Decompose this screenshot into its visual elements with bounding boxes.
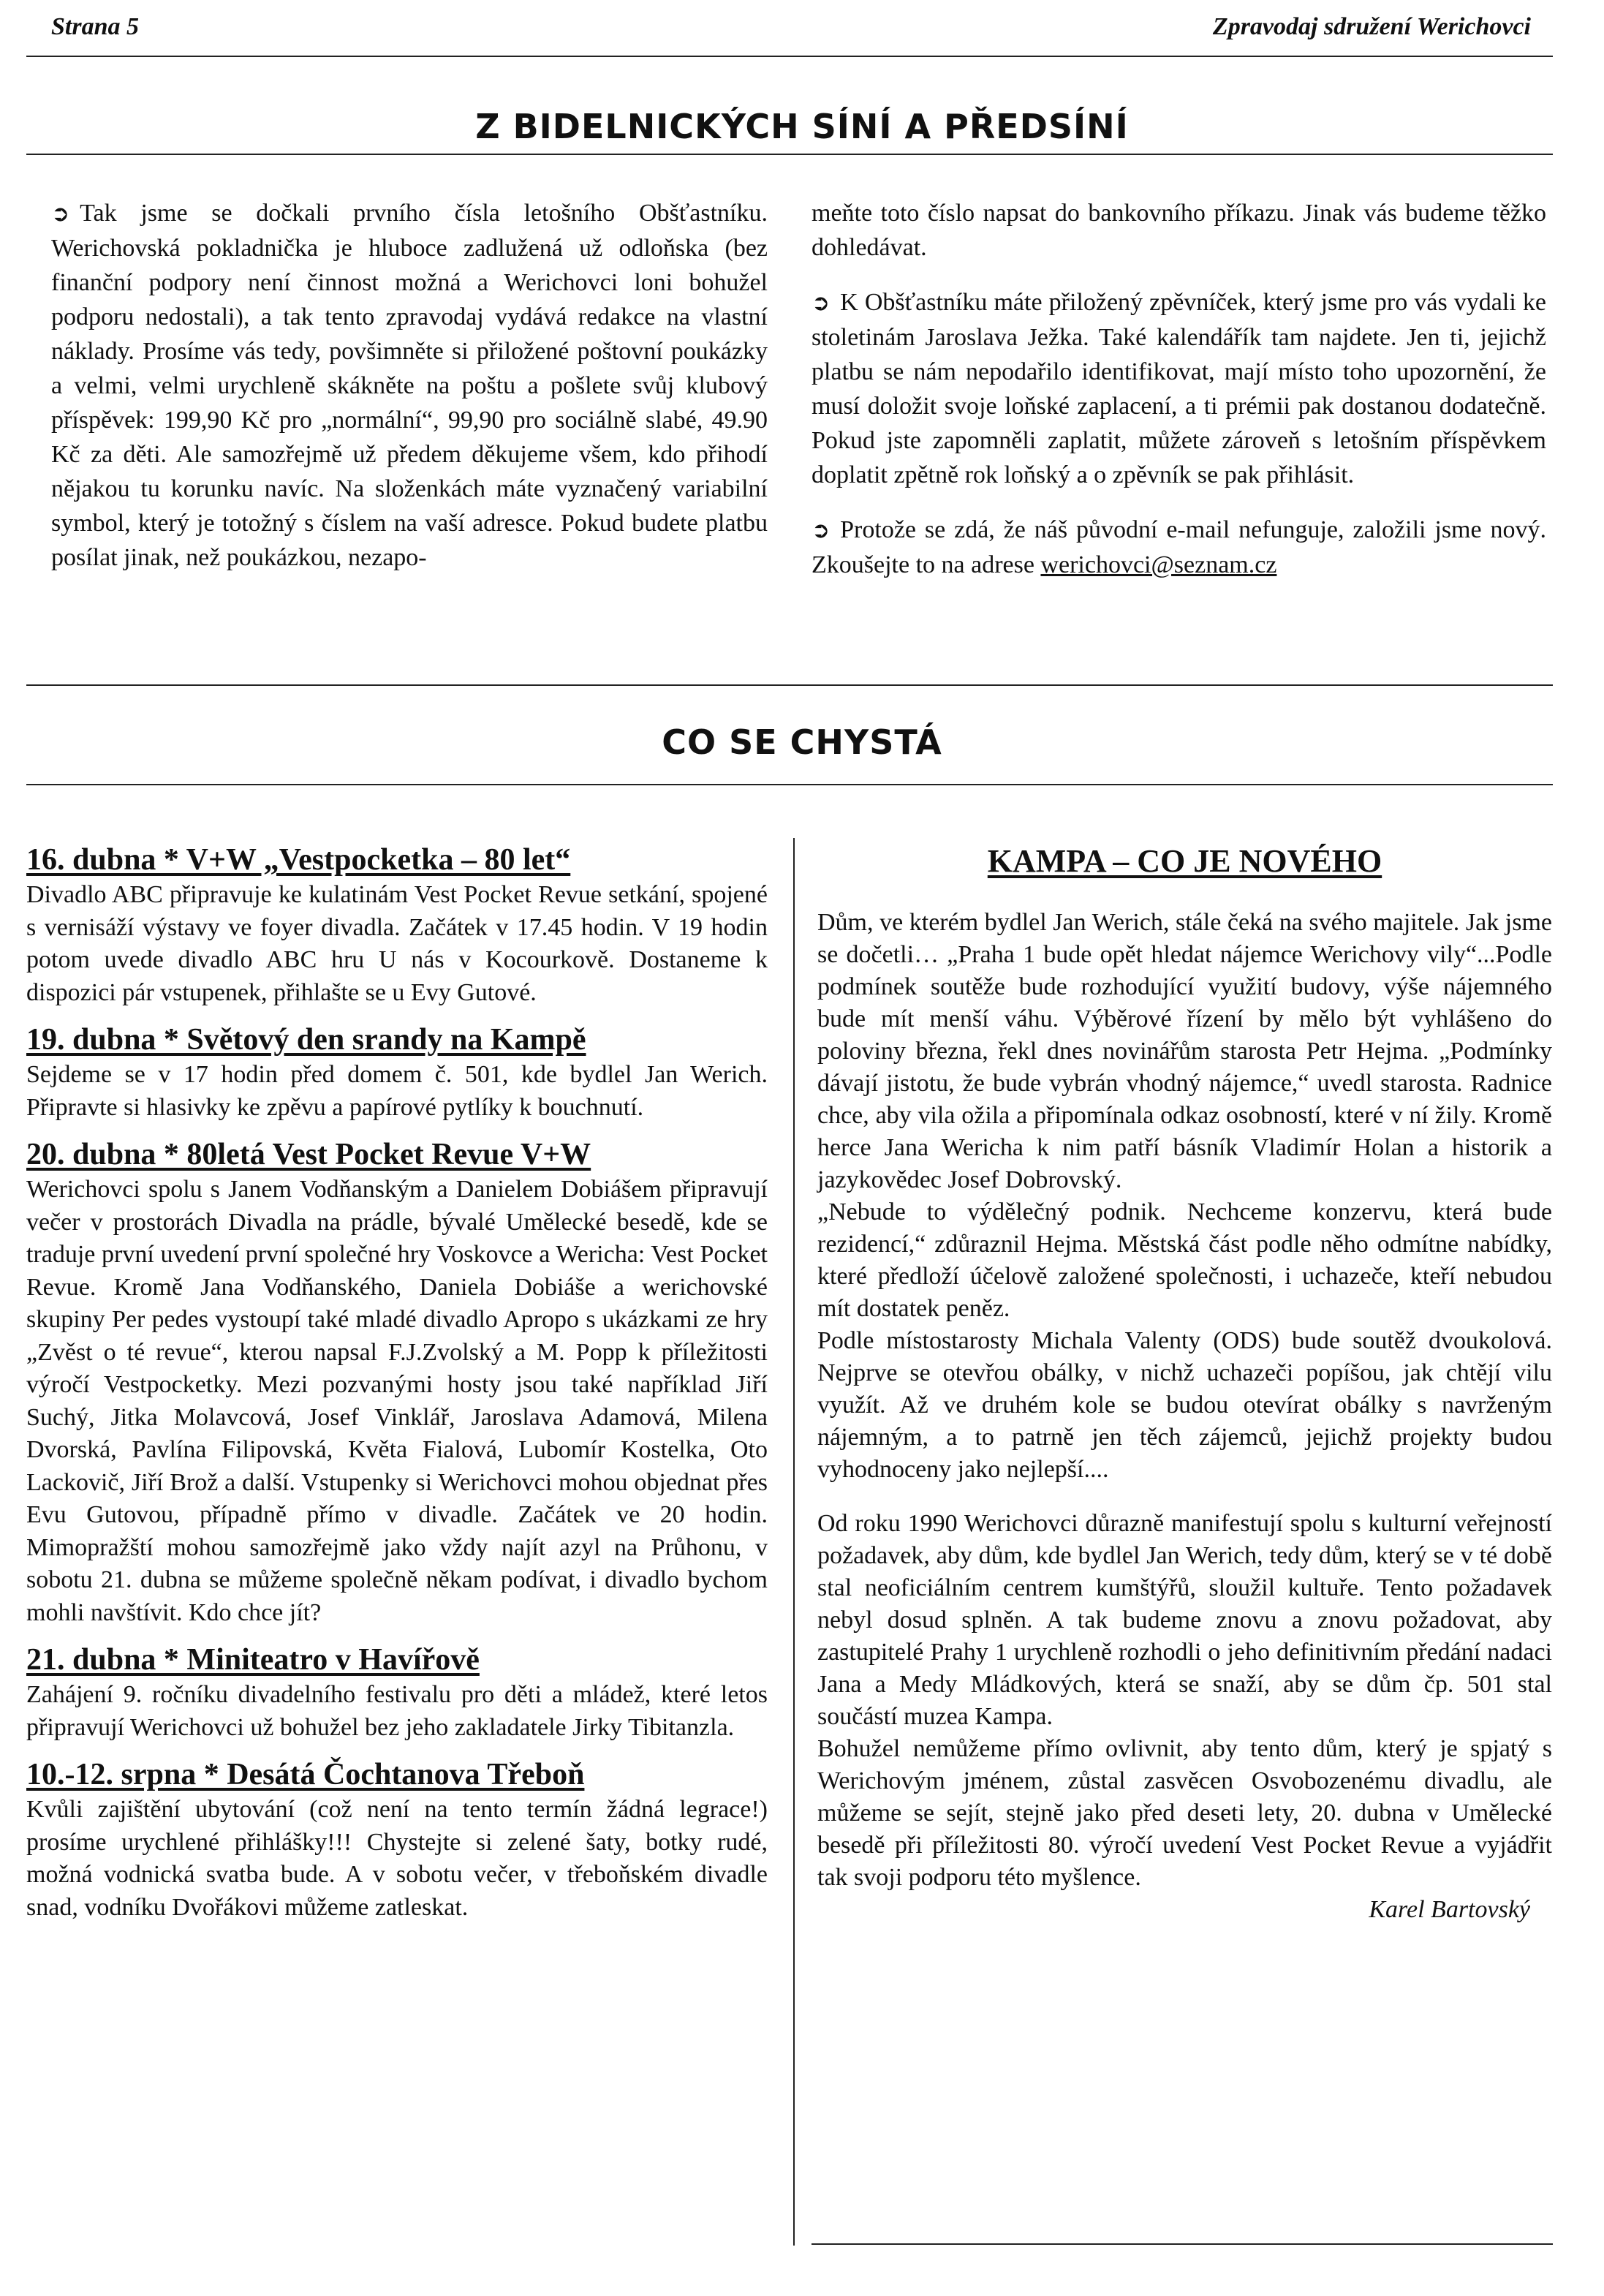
event-item — [26, 841, 768, 1009]
page-number: Strana 5 — [51, 13, 139, 40]
events-column — [26, 841, 768, 1936]
intro-right-column — [812, 196, 1546, 582]
event-heading: 10.-12. srpna * Desátá Čochtanova Třeboň — [26, 1758, 585, 1791]
event-text: Sejdeme se v 17 hodin před domem č. 501, kde bydlel Jan Werich. Připravte si hlasivky ke zpěvu a papírové pytlíky k bouchnutí. — [26, 1061, 768, 1121]
section-title-rule — [26, 154, 1553, 155]
event-item — [26, 1756, 768, 1924]
intro-paragraph-1: Tak jsme se dočkali prvního čísla letošního Obšťastníku. Werichovská pokladnička je hluboce zadlužená už odloňska (bez finanční podpory není činnost možná a Werichovci loni bohužel podporu nedostali), a tak tento zpravodaj vydává redakce na vlastní náklady. Prosíme vás tedy, povšimněte si přiložené poštovní poukázky a velmi, velmi urychleně skákněte na poštu a pošlete svůj klubový příspěvek: 199,90 Kč pro „normální“, 99,90 pro sociálně slabé, 49.90 Kč za děti. Ale samozřejmě už předem děkujeme všem, kdo přihodí nějakou tu korunku navíc. Na složenkách máte vyznačený variabilní symbol, který je totožný s číslem na vaší adresce. Pokud budete platbu posílat jinak, než poukázkou, nezapo- — [51, 200, 768, 571]
event-heading: 21. dubna * Miniteatro v Havířově — [26, 1643, 480, 1677]
arrow-bullet-icon: ➲ — [812, 518, 831, 543]
event-heading: 19. dubna * Světový den srandy na Kampě — [26, 1023, 586, 1057]
author-signature: Karel Bartovský — [1369, 1896, 1530, 1923]
intro-paragraph-3: Protože se zdá, že náš původní e-mail nefunguje, založili jsme nový. Zkoušejte to na adrese — [812, 516, 1546, 578]
kampa-column — [817, 841, 1552, 1926]
event-text: Werichovci spolu s Janem Vodňanským a Danielem Dobiášem připravují večer v prostorách Divadla na prádle, bývalé Umělecké besedě, kde se traduje první uvedení první společné hry Voskovce a Wericha: Vest Pocket Revue. Kromě Jana Vodňanského, Daniela Dobiáše a werichovské skupiny Per pedes vystoupí také mladé divadlo Apropo s ukázkami ze hry „Zvěst o té revue“, kterou napsal F.J.Zvolský a M. Popp k příležitosti výročí Vestpocketky. Mezi pozvanými hosty jsou také například Jiří Suchý, Jitka Molavcová, Josef Vinklář, Jaroslava Adamová, Milena Dvorská, Pavlína Filipovská, Květa Fialová, Lubomír Kostelka, Oto Lackovič, Jiří Brož a další. Vstupenky si Werichovci mohou objednat přes Evu Gutovou, případně přímo v divadle. Začátek ve 20 hodin. Mimopražští mohou samozřejmě jako vždy najít azyl na Průhonu, v sobotu 21. dubna se můžeme společně někam podívat, i divadlo bychom mohli navštívit. Kdo chce jít? — [26, 1176, 768, 1626]
section-title-co-se-chysta: CO SE CHYSTÁ — [662, 722, 942, 762]
section-title-bidelnicke: Z BIDELNICKÝCH SÍNÍ A PŘEDSÍNÍ — [475, 107, 1129, 146]
event-text: Zahájení 9. ročníku divadelního festivalu pro děti a mládež, které letos připravují Werichovci už bohužel bez jeho zakladatele Jirky Tibitanzla. — [26, 1681, 768, 1741]
arrow-bullet-icon: ➲ — [812, 290, 831, 316]
intro-paragraph-2: K Obšťastníku máte přiložený zpěvníček, který jsme pro vás vydali ke stoletinám Jaroslava Ježka. Také kalendářík tam najdete. Jen ti, jejichž platbu se nám nepodařilo identifikovat, mají místo toho upozornění, že musí doložit svoje loňské zaplacení, a ti prémii pak dostanou dodatečně. Pokud jste zapomněli zaplatit, můžete zároveň s letošním příspěvkem doplatit zpětně rok loňský a o zpěvník se pak přihlásit. — [812, 289, 1546, 488]
event-heading: 16. dubna * V+W „Vestpocketka – 80 let“ — [26, 843, 571, 877]
event-item — [26, 1136, 768, 1629]
kampa-paragraph: Dům, ve kterém bydlel Jan Werich, stále čeká na svého majitele. Jak jsme se dočetli… „Praha 1 bude opět hledat nájemce Werichovy vily“...Podle podmínek soutěže bude rozhodující využití budovy, výše nájemného bude mít menší váhu. Výběrové řízení by mělo být vyhlášeno do poloviny března, řekl dnes novinářům starosta Petr Hejma. „Podmínky dávají jistotu, že bude vybrán vhodný nájemce,“ uvedl starosta. Radnice chce, aby vila ožila a připomínala odkaz osobností, které v ní žily. Kromě herce Jana Wericha k nim patří básník Vladimír Holan a historik a jazykovědec Josef Dobrovský. — [817, 909, 1552, 1193]
intro-paragraph-1-continued: meňte toto číslo napsat do bankovního příkazu. Jinak vás budeme těžko dohledávat. — [812, 200, 1546, 261]
section-title-rule — [26, 784, 1553, 785]
event-text: Kvůli zajištění ubytování (což není na tento termín žádná legrace!) prosíme urychlené přihlášky!!! Chystejte si zelené šaty, botky rudé, možná vodnická svatba bude. A v sobotu večer, v třeboňském divadle snad, vodníku Dvořákovi můžeme zatleskat. — [26, 1796, 768, 1921]
kampa-paragraph: „Nebude to výdělečný podnik. Nechceme konzervu, která bude rezidencí,“ zdůraznil Hejma. Městská část podle něho odmítne nabídky, které předloží účelově založené společnosti, i uchazeče, kteří nebudou mít dostatek peněz. — [817, 1198, 1552, 1322]
event-item — [26, 1021, 768, 1124]
header-rule — [26, 56, 1553, 57]
footer-rule — [812, 2243, 1553, 2245]
email-link[interactable]: werichovci@seznam.cz — [1040, 551, 1277, 578]
kampa-paragraph: Podle místostarosty Michala Valenty (ODS) bude soutěž dvoukolová. Nejprve se otevřou obálky, v nichž uchazeči popíšou, jak chtějí vilu využít. Až ve druhém kole se budou otevírat obálky s navrženým nájemným, a to patrně jen těch zájemců, jejichž projekty budou vyhodnoceny jako nejlepší.... — [817, 1327, 1552, 1483]
event-text: Divadlo ABC připravuje ke kulatinám Vest Pocket Revue setkání, spojené s vernisáží výstavy ve foyer divadla. Začátek v 17.45 hodin. V 19 hodin potom uvede divadlo ABC hru U nás v Kocourkově. Dostaneme k dispozici pár vstupenek, přihlašte se u Evy Gutové. — [26, 881, 768, 1006]
kampa-paragraph: Od roku 1990 Werichovci důrazně manifestují spolu s kulturní veřejností požadavek, aby dům, kde bydlel Jan Werich, tedy dům, který se v té době stal neoficiálním centrem kumštýřů, sloužil kultuře. Tento požadavek nebyl dosud splněn. A tak budeme znovu a znovu požadovat, aby zastupitelé Prahy 1 urychleně rozhodli o jeho definitivním předání nadaci Jana a Medy Mládkových, která se snaží, aby se dům čp. 501 stal součástí muzea Kampa. — [817, 1510, 1552, 1730]
event-heading: 20. dubna * 80letá Vest Pocket Revue V+W — [26, 1138, 591, 1171]
event-item — [26, 1641, 768, 1744]
column-divider — [793, 838, 795, 2246]
arrow-bullet-icon: ➲ — [51, 201, 70, 227]
kampa-title: KAMPA – CO JE NOVÉHO — [987, 843, 1382, 879]
section-divider — [26, 684, 1553, 686]
intro-left-column — [51, 196, 768, 575]
publication-name: Zpravodaj sdružení Werichovci — [1212, 13, 1531, 40]
kampa-paragraph: Bohužel nemůžeme přímo ovlivnit, aby tento dům, který je spjatý s Werichovým jménem, zůstal zasvěcen Osvobozenému divadlu, ale můžeme se sejít, stejně jako před deseti lety, 20. dubna v Umělecké besedě při příležitosti 80. výročí uvedení Vest Pocket Revue a vyjádřit tak svoji podporu této myšlence. — [817, 1735, 1552, 1891]
